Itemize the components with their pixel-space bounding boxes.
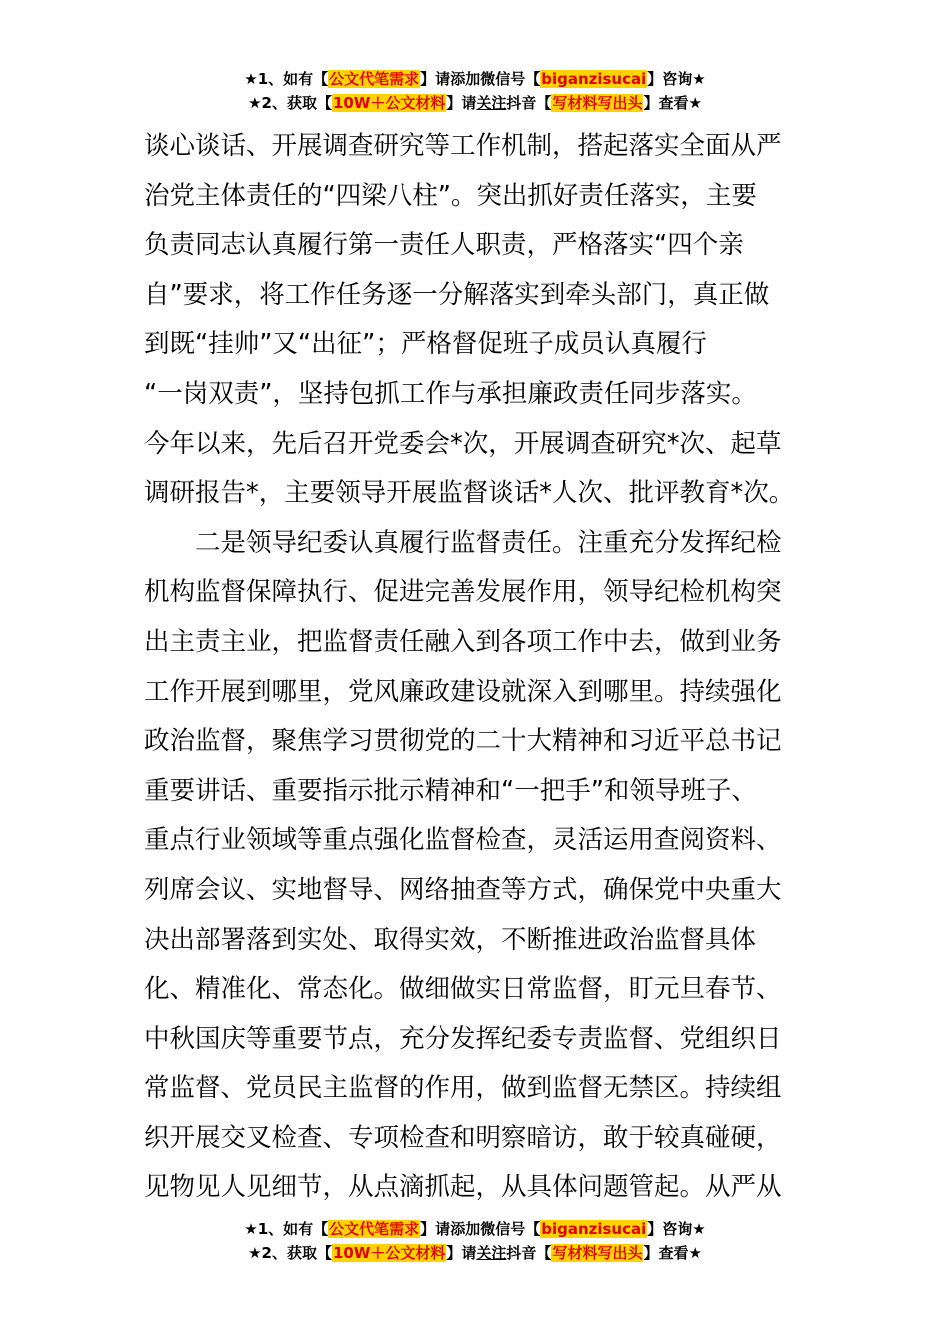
body-line: 调研报告*，主要领导开展监督谈话*人次、批评教育*次。 xyxy=(144,478,795,509)
body-line: 见物见人见细节，从点滴抓起，从具体问题管起。从严从 xyxy=(144,1172,782,1203)
body-line: “一岗双责”，坚持包抓工作与承担廉政责任同步落实。 xyxy=(144,378,757,409)
header-banner xyxy=(0,68,950,116)
body-line: 到既“挂帅”又“出征”；严格督促班子成员认真履行 xyxy=(144,329,707,360)
highlight-douyin: 写材料写出头 xyxy=(552,94,643,112)
body-line: 工作开展到哪里，党风廉政建设就深入到哪里。持续强化 xyxy=(144,676,782,707)
body-line: 谈心谈话、开展调查研究等工作机制，搭起落实全面从严 xyxy=(144,131,782,161)
body-line: 出主责主业，把监督责任融入到各项工作中去，做到业务 xyxy=(144,626,782,657)
body-line: 决出部署落到实处、取得实效，不断推进政治监督具体 xyxy=(144,924,757,955)
highlight-materials: 10W＋公文材料 xyxy=(332,1244,446,1262)
highlight-wechat-id: biganzisucai xyxy=(541,1220,647,1238)
body-line: 机构监督保障执行、促进完善发展作用，领导纪检机构突 xyxy=(144,577,782,608)
body-line: 自”要求，将工作任务逐一分解落实到牵头部门，真正做 xyxy=(144,279,770,310)
body-line: 今年以来，先后召开党委会*次，开展调查研究*次、起草 xyxy=(144,428,782,459)
body-line: 重点行业领域等重点强化监督检查，灵活运用查阅资料、 xyxy=(144,825,782,856)
body-line: 负责同志认真履行第一责任人职责，严格落实“四个亲 xyxy=(144,230,744,261)
body-line: 织开展交叉检查、专项检查和明察暗访，敢于较真碰硬， xyxy=(144,1122,782,1153)
body-line: 列席会议、实地督导、网络抽查等方式，确保党中央重大 xyxy=(144,874,782,905)
banner-line-1: ★1、如有【公文代笔需求】请添加微信号【biganzisucai】咨询★ xyxy=(244,1220,706,1238)
body-line: 二是领导纪委认真履行监督责任。注重充分发挥纪检 xyxy=(144,527,782,558)
highlight-douyin: 写材料写出头 xyxy=(552,1244,643,1262)
body-line: 重要讲话、重要指示批示精神和“一把手”和领导班子、 xyxy=(144,775,757,806)
body-line: 中秋国庆等重要节点，充分发挥纪委专责监督、党组织日 xyxy=(144,1023,782,1054)
highlight-service: 公文代笔需求 xyxy=(329,70,420,88)
body-line: 治党主体责任的“四梁八柱”。突出抓好责任落实，主要 xyxy=(144,180,757,211)
body-line: 常监督、党员民主监督的作用，做到监督无禁区。持续组 xyxy=(144,1073,782,1104)
banner-line-2: ★2、获取【10W＋公文材料】请关注抖音【写材料写出头】查看★ xyxy=(248,94,702,112)
highlight-materials: 10W＋公文材料 xyxy=(332,94,446,112)
banner-line-1: ★1、如有【公文代笔需求】请添加微信号【biganzisucai】咨询★ xyxy=(244,70,706,88)
body-line: 政治监督，聚焦学习贯彻党的二十大精神和习近平总书记 xyxy=(144,726,782,757)
highlight-service: 公文代笔需求 xyxy=(329,1220,420,1238)
banner-line-2: ★2、获取【10W＋公文材料】请关注抖音【写材料写出头】查看★ xyxy=(248,1244,702,1262)
body-line: 化、精准化、常态化。做细做实日常监督，盯元旦春节、 xyxy=(144,974,782,1005)
footer-banner xyxy=(0,1218,950,1266)
document-body xyxy=(144,122,808,1213)
highlight-wechat-id: biganzisucai xyxy=(541,70,647,88)
